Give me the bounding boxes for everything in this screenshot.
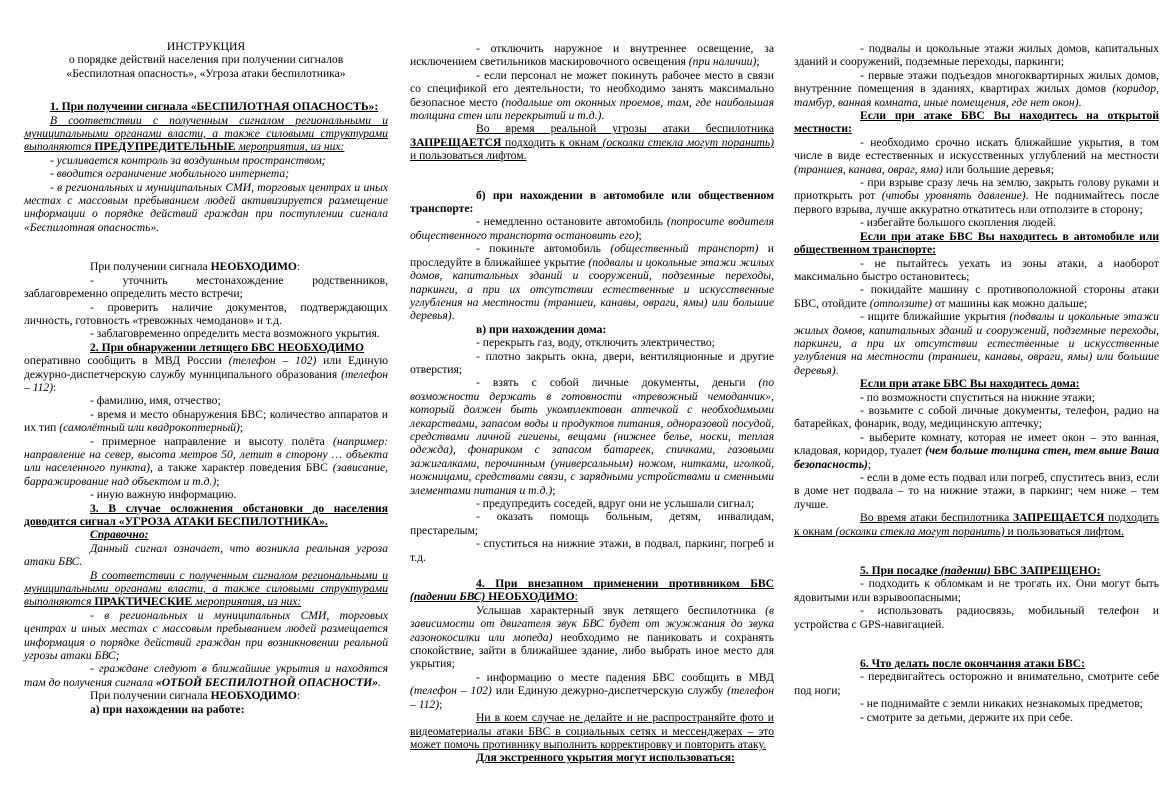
home-item: - взять с собой личные документы, деньги (по возможности держать в готовности «тревожный чемоданчик», который должен быть укомплектован аптечкой с необходимыми лекарствами, запасом воды и продуктов питания, одноразовой посудой, средствами личной гигиены, вещами (нижнее белье, носки, теплая одежда), фонариком с запасом батареек, спичками, газовыми зажигалками, перочинным (универсальным) ножом, нитками, иголкой, ножницами, средствами связи, с зарядными устройствами и сменными элементами питания и т.д.); bbox=[410, 376, 774, 497]
home-item: - спуститься на нижние этажи, в подвал, паркинг, погреб и т.д. bbox=[410, 537, 774, 564]
section-6-item: - не поднимайте с земли никаких незнакомых предметов; bbox=[860, 697, 1143, 711]
section-1-item: - усиливается контроль за воздушным пространством; bbox=[50, 153, 326, 167]
home-item: - возьмите с собой личные документы, телефон, радио на батарейках, фонарик, воду, медицинскую аптечку; bbox=[794, 403, 1159, 431]
section-1-item: - вводится ограничение мобильного интернета; bbox=[50, 167, 290, 181]
section-2-heading: 2. При обнаружении летящего БВС НЕОБХОДИМО bbox=[90, 340, 365, 354]
home-item: - если в доме есть подвал или погреб, спуститесь вниз, если в доме нет подвала – то на нижние этажи, в паркинг; чем ниже – тем лучше. bbox=[794, 471, 1159, 511]
section-1-need-item: - проверить наличие документов, подтверждающих личность, готовность «тревожных чемоданов» и т.д. bbox=[24, 300, 388, 327]
document-subtitle-line-1: о порядке действий населения при получении сигналов bbox=[68, 53, 344, 67]
home-item: - плотно закрыть окна, двери, вентиляционные и другие отверстия; bbox=[410, 349, 774, 376]
section-3-need-heading: При получении сигнала НЕОБХОДИМО: bbox=[90, 689, 301, 703]
car-item: - немедленно остановите автомобиль (попросите водителя общественного транспорта остановить его); bbox=[410, 215, 774, 242]
document-subtitle-line-2: «Беспилотная опасность», «Угроза атаки беспилотника» bbox=[66, 66, 346, 80]
section-1-intro: В соответствии с полученным сигналом региональными и муниципальными органами власти, а также силовыми структурами выполняются ПРЕДУПРЕДИТЕЛЬНЫЕ мероприятия, из них: bbox=[24, 113, 388, 154]
section-3-reference-text: Данный сигнал означает, что возникла реальная угроза атаки БВС. bbox=[24, 541, 388, 569]
section-2-item: - время и место обнаружения БВС; количество аппаратов и их тип (самолётный или квадрокоптерный); bbox=[24, 407, 388, 435]
section-2-text: оперативно сообщить в МВД России (телефон – 102) или Единую дежурно-диспетчерскую службу муниципального образования (телефон – 112): bbox=[24, 354, 388, 394]
shelter-item: - подвалы и цокольные этажи жилых домов, капитальных зданий и сооружений, подземные переходы, паркинги; bbox=[794, 42, 1159, 69]
open-area-heading: Если при атаке БВС Вы находитесь на открытой местности: bbox=[794, 109, 1159, 136]
home-heading: Если при атаке БВС Вы находитесь дома: bbox=[860, 377, 1080, 391]
column-3 bbox=[794, 42, 1159, 724]
section-1-item: - в региональных и муниципальных СМИ, торговых центрах и иных местах с массовым пребыванием людей активизируется размещение информации о порядке действий граждан при поступлении сигнала «Беспилотная опасность». bbox=[24, 180, 388, 234]
section-4-item: - информацию о месте падения БВС сообщить в МВД (телефон – 102) или Единую дежурно-диспетчерскую службу (телефон – 112); bbox=[410, 670, 775, 711]
work-item: - если персонал не может покинуть рабочее место в связи со спецификой его деятельности, то необходимо занять максимально безопасное место (подальше от оконных проемов, там, где наибольшая толщина стен или перекрытий и т.д.). bbox=[410, 68, 774, 123]
home-item: - по возможности спуститься на нижние этажи; bbox=[860, 390, 1095, 404]
work-forbid-notice: Во время реальной угрозы атаки беспилотника ЗАПРЕЩАЕТСЯ подходить к окнам (осколки стекла могут поранить) и пользоваться лифтом. bbox=[410, 122, 774, 163]
home-item: - оказать помощь больным, детям, инвалидам, престарелым; bbox=[410, 510, 774, 537]
section-3-intro: В соответствии с полученным сигналом региональными и муниципальными органами власти, а также силовыми структурами выполняются ПРАКТИЧЕСКИЕ мероприятия, из них: bbox=[24, 568, 388, 609]
work-item: - отключить наружное и внутреннее освещение, за исключением светильников маскировочного освещения (при наличии); bbox=[410, 42, 774, 69]
car-item: - ищите ближайшие укрытия (подвалы и цокольные этажи жилых домов, капитальных зданий и сооружений, подземные переходы, паркинги, а при их отсутствии естественные и искусственные углубления на местности (траншеи, канавы, овраги, ямы) или большие деревья). bbox=[794, 310, 1159, 377]
home-item: - предупредить соседей, вдруг они не услышали сигнал; bbox=[476, 497, 755, 510]
section-5-item: - использовать радиосвязь, мобильный телефон и устройства с GPS-навигацией. bbox=[794, 604, 1159, 631]
section-3-work-heading: а) при нахождении на работе: bbox=[90, 702, 245, 716]
home-heading: в) при нахождении дома: bbox=[476, 322, 607, 336]
section-1-need-heading: При получении сигнала НЕОБХОДИМО: bbox=[90, 260, 301, 274]
car-heading: Если при атаке БВС Вы находитесь в автомобиле или общественном транспорте: bbox=[794, 229, 1159, 257]
section-4-heading: 4. При внезапном применении противником БВС (падении БВС) НЕОБХОДИМО: bbox=[410, 577, 774, 604]
forbid-notice: Во время атаки беспилотника ЗАПРЕЩАЕТСЯ подходить к окнам (осколки стекла могут поранить) и пользоваться лифтом. bbox=[794, 511, 1159, 538]
shelter-item: - первые этажи подъездов многоквартирных жилых домов, внутренние помещения в зданиях, квартирах жилых домов (коридор, тамбур, ванная комната, иные помещения, где нет окон). bbox=[794, 68, 1159, 109]
section-3-item: - в региональных и муниципальных СМИ, торговых центрах и иных местах с массовым пребыванием людей размещается информация о порядке действий граждан при возникновении реальной угрозы атаки БВС; bbox=[24, 608, 388, 663]
car-item: - покидайте машину с противоположной стороны атаки БВС, отойдите (отползите) от машины как можно дальше; bbox=[794, 283, 1159, 310]
car-heading: б) при нахождении в автомобиле или общественном транспорте: bbox=[410, 188, 774, 216]
section-2-item: - иную важную информацию. bbox=[90, 488, 237, 502]
column-2 bbox=[410, 42, 774, 765]
column-1 bbox=[24, 40, 388, 716]
section-1-need-item: - заблаговременно определить места возможного укрытия. bbox=[90, 327, 380, 341]
section-3-heading: 3. В случае осложнения обстановки до населения доводится сигнал «УГРОЗА АТАКИ БЕСПИЛОТНИКА». bbox=[24, 501, 388, 528]
section-6-item: - смотрите за детьми, держите их при себе. bbox=[860, 710, 1073, 724]
document-title: ИНСТРУКЦИЯ bbox=[166, 40, 246, 53]
section-3-reference-label: Справочно: bbox=[90, 528, 149, 542]
section-6-heading: 6. Что делать после окончания атаки БВС: bbox=[860, 657, 1085, 671]
section-3-item: - граждане следуют в ближайшие укрытия и находятся там до получения сигнала «ОТБОЙ БЕСПИЛОТНОЙ ОПАСНОСТИ». bbox=[24, 662, 388, 689]
section-2-item: - фамилию, имя, отчество; bbox=[90, 394, 221, 408]
section-5-heading: 5. При посадке (падении) БВС ЗАПРЕЩЕНО: bbox=[860, 564, 1101, 578]
section-1-heading: 1. При получении сигнала «БЕСПИЛОТНАЯ ОПАСНОСТЬ»: bbox=[50, 100, 379, 114]
section-2-item: - примерное направление и высоту полёта (например: направление на север, высота метров 50, летит в сторону … объекта или населенного пункта), а также характер поведения БВС (зависание, барражирование над объектом и т.д.); bbox=[24, 434, 388, 488]
home-item: - выберите комнату, которая не имеет окон – это ванная, кладовая, коридор, туалет (чем больше толщина стен, тем выше Ваша безопасность); bbox=[794, 430, 1159, 471]
open-area-item: - избегайте большого скопления людей. bbox=[860, 216, 1056, 230]
open-area-item: - при взрыве сразу лечь на землю, закрыть голову руками и приоткрыть рот (чтобы уровнять давление). Не поднимайтесь после первого взрыва, лучше аккуратно откатитесь или отползите в сторону; bbox=[794, 176, 1160, 216]
shelter-heading: Для экстренного укрытия могут использоваться: bbox=[476, 751, 735, 765]
home-item: - перекрыть газ, воду, отключить электричество; bbox=[476, 336, 715, 350]
car-item: - не пытайтесь уехать из зоны атаки, а наоборот максимально быстро остановитесь; bbox=[794, 256, 1159, 283]
section-1-need-item: - уточнить местонахождение родственников, заблаговременно определить место встречи; bbox=[24, 273, 388, 301]
car-item: - покиньте автомобиль (общественный транспорт) и проследуйте в ближайшее укрытие (подвалы и цокольные этажи жилых домов, капитальных зданий и сооружений, подземные переходы, паркинги, а при их отсутствии естественные и искусственные углубления на местности (траншеи, канавы, овраги, ямы) или большие деревья). bbox=[410, 242, 774, 323]
section-5-item: - подходить к обломкам и не трогать их. Они могут быть ядовитыми или взрывоопасными; bbox=[794, 577, 1159, 604]
open-area-item: - необходимо срочно искать ближайшие укрытия, в том числе в виде естественных и искусственных углублений на местности (траншея, канава, овраг, яма) или большие деревья; bbox=[794, 135, 1159, 176]
section-6-item: - передвигайтесь осторожно и внимательно, смотрите себе под ноги; bbox=[794, 670, 1159, 697]
section-4-warning: Ни в коем случае не делайте и не распространяйте фото и видеоматериалы атаки БВС в социальных сетях и мессенджерах – это может помочь противнику выполнить корректировку и повторить атаку. bbox=[410, 711, 774, 751]
section-4-text: Услышав характерный звук летящего беспилотника (в зависимости от двигателя звук БВС будет от жужжания до звука газонокосилки или мопеда) необходимо не паниковать и сохранять спокойствие, зайти в ближайшее здание, либо выбрать иное место для укрытия; bbox=[410, 603, 774, 671]
